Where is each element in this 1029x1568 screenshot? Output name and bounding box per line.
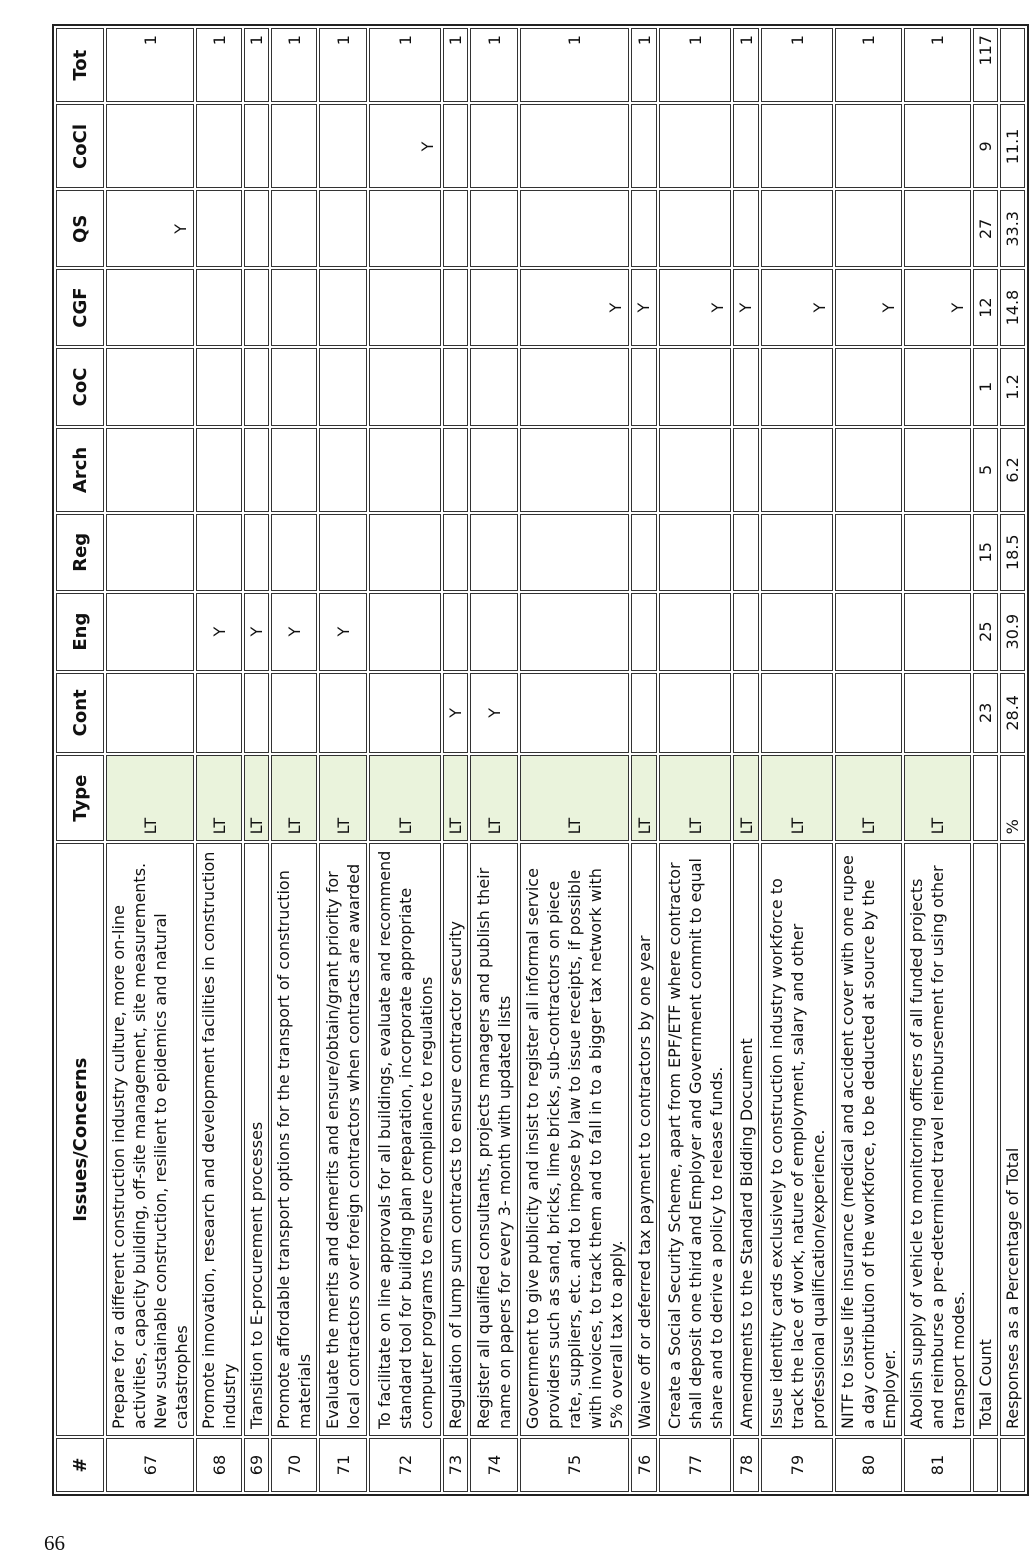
page-number: 66 <box>44 1531 65 1555</box>
total-count-cont: 23 <box>973 673 998 753</box>
issues-table <box>52 24 1029 1496</box>
type-cell: LT <box>659 755 731 841</box>
cgf-cell <box>319 269 367 346</box>
eng-cell: Y <box>244 593 269 671</box>
arch-cell <box>443 428 468 512</box>
cgf-cell: Y <box>631 269 657 346</box>
coc-cell <box>835 348 902 426</box>
cont-cell <box>196 673 242 753</box>
cocl-cell <box>443 104 468 188</box>
total-count-reg: 15 <box>973 514 998 591</box>
tot-cell: 1 <box>631 28 657 102</box>
total-count-cgf: 12 <box>973 269 998 346</box>
tot-cell: 1 <box>244 28 269 102</box>
cgf-cell: Y <box>659 269 731 346</box>
type-cell: LT <box>244 755 269 841</box>
row-number: 68 <box>196 1438 242 1492</box>
cocl-cell <box>733 104 759 188</box>
cocl-cell <box>319 104 367 188</box>
type-cell: LT <box>196 755 242 841</box>
total-count-row <box>973 28 998 1492</box>
cont-cell <box>659 673 731 753</box>
cgf-cell <box>369 269 441 346</box>
type-cell: LT <box>733 755 759 841</box>
arch-cell <box>271 428 317 512</box>
row-number: 75 <box>520 1438 629 1492</box>
qs-cell <box>659 190 731 267</box>
cocl-cell <box>196 104 242 188</box>
reg-cell <box>443 514 468 591</box>
tot-cell: 1 <box>761 28 833 102</box>
header-issue: Issues/Concerns <box>56 843 104 1436</box>
table-row <box>659 28 731 1492</box>
header-cont: Cont <box>56 673 104 753</box>
issue-text: Promote innovation, research and development facilities in construction industry <box>196 843 242 1436</box>
arch-cell <box>106 428 194 512</box>
header-arch: Arch <box>56 428 104 512</box>
arch-cell <box>659 428 731 512</box>
arch-cell <box>520 428 629 512</box>
total-count-label: Total Count <box>973 843 998 1436</box>
arch-cell <box>319 428 367 512</box>
cocl-cell <box>271 104 317 188</box>
arch-cell <box>761 428 833 512</box>
coc-cell <box>733 348 759 426</box>
qs-cell <box>319 190 367 267</box>
table-row <box>319 28 367 1492</box>
cgf-cell: Y <box>904 269 971 346</box>
cocl-cell <box>470 104 518 188</box>
qs-cell <box>733 190 759 267</box>
reg-cell <box>196 514 242 591</box>
type-cell: LT <box>470 755 518 841</box>
reg-cell <box>659 514 731 591</box>
total-count-type <box>973 755 998 841</box>
reg-cell <box>106 514 194 591</box>
cont-cell <box>369 673 441 753</box>
qs-cell <box>761 190 833 267</box>
table-row <box>835 28 902 1492</box>
issue-text: To facilitate on line approvals for all buildings, evaluate and recommend standard tool for building plan preparation, incorporate appropriate computer programs to ensure compliance to regulations <box>369 843 441 1436</box>
cocl-cell <box>904 104 971 188</box>
row-number: 72 <box>369 1438 441 1492</box>
percentage-reg: 18.5 <box>1000 514 1025 591</box>
row-number: 80 <box>835 1438 902 1492</box>
qs-cell <box>520 190 629 267</box>
tot-cell: 1 <box>319 28 367 102</box>
total-count-cocl: 9 <box>973 104 998 188</box>
issue-text: Transition to E-procurement processes <box>244 843 269 1436</box>
coc-cell <box>369 348 441 426</box>
table-row <box>631 28 657 1492</box>
cont-cell: Y <box>470 673 518 753</box>
coc-cell <box>196 348 242 426</box>
cgf-cell: Y <box>835 269 902 346</box>
row-number: 73 <box>443 1438 468 1492</box>
tot-cell: 1 <box>733 28 759 102</box>
eng-cell <box>520 593 629 671</box>
cocl-cell <box>835 104 902 188</box>
percentage-coc: 1.2 <box>1000 348 1025 426</box>
arch-cell <box>470 428 518 512</box>
cocl-cell <box>631 104 657 188</box>
cont-cell <box>733 673 759 753</box>
issue-text: Amendments to the Standard Bidding Document <box>733 843 759 1436</box>
header-row <box>56 28 104 1492</box>
eng-cell: Y <box>196 593 242 671</box>
table-body <box>106 28 1025 1492</box>
type-cell: LT <box>106 755 194 841</box>
row-number: 77 <box>659 1438 731 1492</box>
cont-cell <box>835 673 902 753</box>
reg-cell <box>631 514 657 591</box>
header-cgf: CGF <box>56 269 104 346</box>
cgf-cell <box>443 269 468 346</box>
type-cell: LT <box>904 755 971 841</box>
table-row <box>520 28 629 1492</box>
header-eng: Eng <box>56 593 104 671</box>
reg-cell <box>244 514 269 591</box>
arch-cell <box>835 428 902 512</box>
issue-text: NITF to issue life insurance (medical and accident cover with one rupee a day contribution of the workforce, to be deducted at source by the Employer. <box>835 843 902 1436</box>
qs-cell <box>631 190 657 267</box>
row-number: 67 <box>106 1438 194 1492</box>
qs-cell <box>835 190 902 267</box>
tot-cell: 1 <box>443 28 468 102</box>
issue-text: Waive off or deferred tax payment to contractors by one year <box>631 843 657 1436</box>
coc-cell <box>659 348 731 426</box>
table-row <box>733 28 759 1492</box>
cont-cell <box>631 673 657 753</box>
arch-cell <box>733 428 759 512</box>
eng-cell: Y <box>319 593 367 671</box>
reg-cell <box>470 514 518 591</box>
cocl-cell <box>520 104 629 188</box>
cont-cell <box>520 673 629 753</box>
issue-text: Evaluate the merits and demerits and ensure/obtain/grant priority for local contractors over foreign contractors when contracts are awarded <box>319 843 367 1436</box>
arch-cell <box>196 428 242 512</box>
arch-cell <box>631 428 657 512</box>
cgf-cell <box>196 269 242 346</box>
reg-cell <box>319 514 367 591</box>
header-tot: Tot <box>56 28 104 102</box>
table-row <box>369 28 441 1492</box>
cocl-cell <box>244 104 269 188</box>
row-number: 81 <box>904 1438 971 1492</box>
percentage-tot <box>1000 28 1025 102</box>
percentage-arch: 6.2 <box>1000 428 1025 512</box>
coc-cell <box>271 348 317 426</box>
row-number: 70 <box>271 1438 317 1492</box>
total-count-arch: 5 <box>973 428 998 512</box>
eng-cell <box>470 593 518 671</box>
type-cell: LT <box>761 755 833 841</box>
arch-cell <box>244 428 269 512</box>
reg-cell <box>835 514 902 591</box>
percentage-eng: 30.9 <box>1000 593 1025 671</box>
coc-cell <box>470 348 518 426</box>
total-count-tot: 117 <box>973 28 998 102</box>
reg-cell <box>904 514 971 591</box>
cont-cell <box>244 673 269 753</box>
row-number: 78 <box>733 1438 759 1492</box>
row-number: 69 <box>244 1438 269 1492</box>
cont-cell <box>271 673 317 753</box>
tot-cell: 1 <box>835 28 902 102</box>
coc-cell <box>520 348 629 426</box>
cgf-cell: Y <box>761 269 833 346</box>
percentage-cocl: 11.1 <box>1000 104 1025 188</box>
type-cell: LT <box>520 755 629 841</box>
reg-cell <box>271 514 317 591</box>
reg-cell <box>520 514 629 591</box>
issue-text: Government to give publicity and insist to register all informal service providers such as sand, bricks, lime bricks, sub-contractors on piece rate, suppliers, etc. and to impose by law to issue receipts, if possible with invoices, to track them and to fall in to a bigger tax network with 5% overall tax to apply. <box>520 843 629 1436</box>
arch-cell <box>369 428 441 512</box>
table-row <box>443 28 468 1492</box>
table-row <box>470 28 518 1492</box>
coc-cell <box>106 348 194 426</box>
tot-cell: 1 <box>904 28 971 102</box>
percentage-num <box>1000 1438 1025 1492</box>
header-type: Type <box>56 755 104 841</box>
cgf-cell <box>244 269 269 346</box>
percentage-label: Responses as a Percentage of Total <box>1000 843 1025 1436</box>
percentage-qs: 33.3 <box>1000 190 1025 267</box>
eng-cell <box>904 593 971 671</box>
table-row <box>106 28 194 1492</box>
eng-cell <box>631 593 657 671</box>
percentage-cont: 28.4 <box>1000 673 1025 753</box>
cgf-cell <box>271 269 317 346</box>
coc-cell <box>631 348 657 426</box>
cont-cell: Y <box>443 673 468 753</box>
header-qs: QS <box>56 190 104 267</box>
table-row <box>196 28 242 1492</box>
issue-text: Regulation of lump sum contracts to ensure contractor security <box>443 843 468 1436</box>
coc-cell <box>761 348 833 426</box>
tot-cell: 1 <box>659 28 731 102</box>
total-count-coc: 1 <box>973 348 998 426</box>
type-cell: LT <box>319 755 367 841</box>
issue-text: Issue identity cards exclusively to construction industry workforce to track the lace of work, nature of employment, salary and other professional qualification/experience. <box>761 843 833 1436</box>
qs-cell: Y <box>106 190 194 267</box>
tot-cell: 1 <box>271 28 317 102</box>
reg-cell <box>369 514 441 591</box>
eng-cell <box>659 593 731 671</box>
cocl-cell: Y <box>369 104 441 188</box>
row-number: 76 <box>631 1438 657 1492</box>
qs-cell <box>244 190 269 267</box>
cgf-cell: Y <box>520 269 629 346</box>
header-cocl: CoCl <box>56 104 104 188</box>
header-coc: CoC <box>56 348 104 426</box>
tot-cell: 1 <box>470 28 518 102</box>
cgf-cell: Y <box>733 269 759 346</box>
type-cell: LT <box>271 755 317 841</box>
eng-cell <box>443 593 468 671</box>
reg-cell <box>733 514 759 591</box>
header-num: # <box>56 1438 104 1492</box>
cocl-cell <box>761 104 833 188</box>
type-cell: LT <box>835 755 902 841</box>
tot-cell: 1 <box>196 28 242 102</box>
cont-cell <box>319 673 367 753</box>
total-count-eng: 25 <box>973 593 998 671</box>
issue-text: Register all qualified consultants, projects managers and publish their name on papers for every 3- month with updated lists <box>470 843 518 1436</box>
type-cell: LT <box>631 755 657 841</box>
qs-cell <box>443 190 468 267</box>
eng-cell: Y <box>271 593 317 671</box>
cgf-cell <box>470 269 518 346</box>
cont-cell <box>904 673 971 753</box>
cocl-cell <box>106 104 194 188</box>
type-cell: LT <box>443 755 468 841</box>
eng-cell <box>761 593 833 671</box>
qs-cell <box>196 190 242 267</box>
coc-cell <box>443 348 468 426</box>
cocl-cell <box>659 104 731 188</box>
cont-cell <box>761 673 833 753</box>
percentage-row <box>1000 28 1025 1492</box>
issue-text: Abolish supply of vehicle to monitoring officers of all funded projects and reimburse a pre-determined travel reimbursement for using other transport modes. <box>904 843 971 1436</box>
row-number: 79 <box>761 1438 833 1492</box>
row-number: 74 <box>470 1438 518 1492</box>
cont-cell <box>106 673 194 753</box>
issue-text: Promote affordable transport options for the transport of construction materials <box>271 843 317 1436</box>
coc-cell <box>244 348 269 426</box>
rotated-table-wrapper <box>52 24 1022 1496</box>
tot-cell: 1 <box>520 28 629 102</box>
cgf-cell <box>106 269 194 346</box>
coc-cell <box>904 348 971 426</box>
eng-cell <box>106 593 194 671</box>
issue-text: Create a Social Security Scheme, apart from EPF/ETF where contractor shall deposit one third and Employer and Government commit to equal share and to derive a policy to release funds. <box>659 843 731 1436</box>
total-count-num <box>973 1438 998 1492</box>
total-count-qs: 27 <box>973 190 998 267</box>
tot-cell: 1 <box>369 28 441 102</box>
type-cell: LT <box>369 755 441 841</box>
issue-text: Prepare for a different construction industry culture, more on-line activities, capacity building, off-site management, site measurements. New sustainable construction, resilient to epidemics and natural catastrophes <box>106 843 194 1436</box>
percentage-cgf: 14.8 <box>1000 269 1025 346</box>
qs-cell <box>369 190 441 267</box>
eng-cell <box>835 593 902 671</box>
qs-cell <box>470 190 518 267</box>
eng-cell <box>369 593 441 671</box>
tot-cell: 1 <box>106 28 194 102</box>
arch-cell <box>904 428 971 512</box>
table-row <box>271 28 317 1492</box>
table-row <box>244 28 269 1492</box>
qs-cell <box>904 190 971 267</box>
header-reg: Reg <box>56 514 104 591</box>
table-row <box>761 28 833 1492</box>
table-row <box>904 28 971 1492</box>
coc-cell <box>319 348 367 426</box>
qs-cell <box>271 190 317 267</box>
percentage-type: % <box>1000 755 1025 841</box>
row-number: 71 <box>319 1438 367 1492</box>
eng-cell <box>733 593 759 671</box>
reg-cell <box>761 514 833 591</box>
